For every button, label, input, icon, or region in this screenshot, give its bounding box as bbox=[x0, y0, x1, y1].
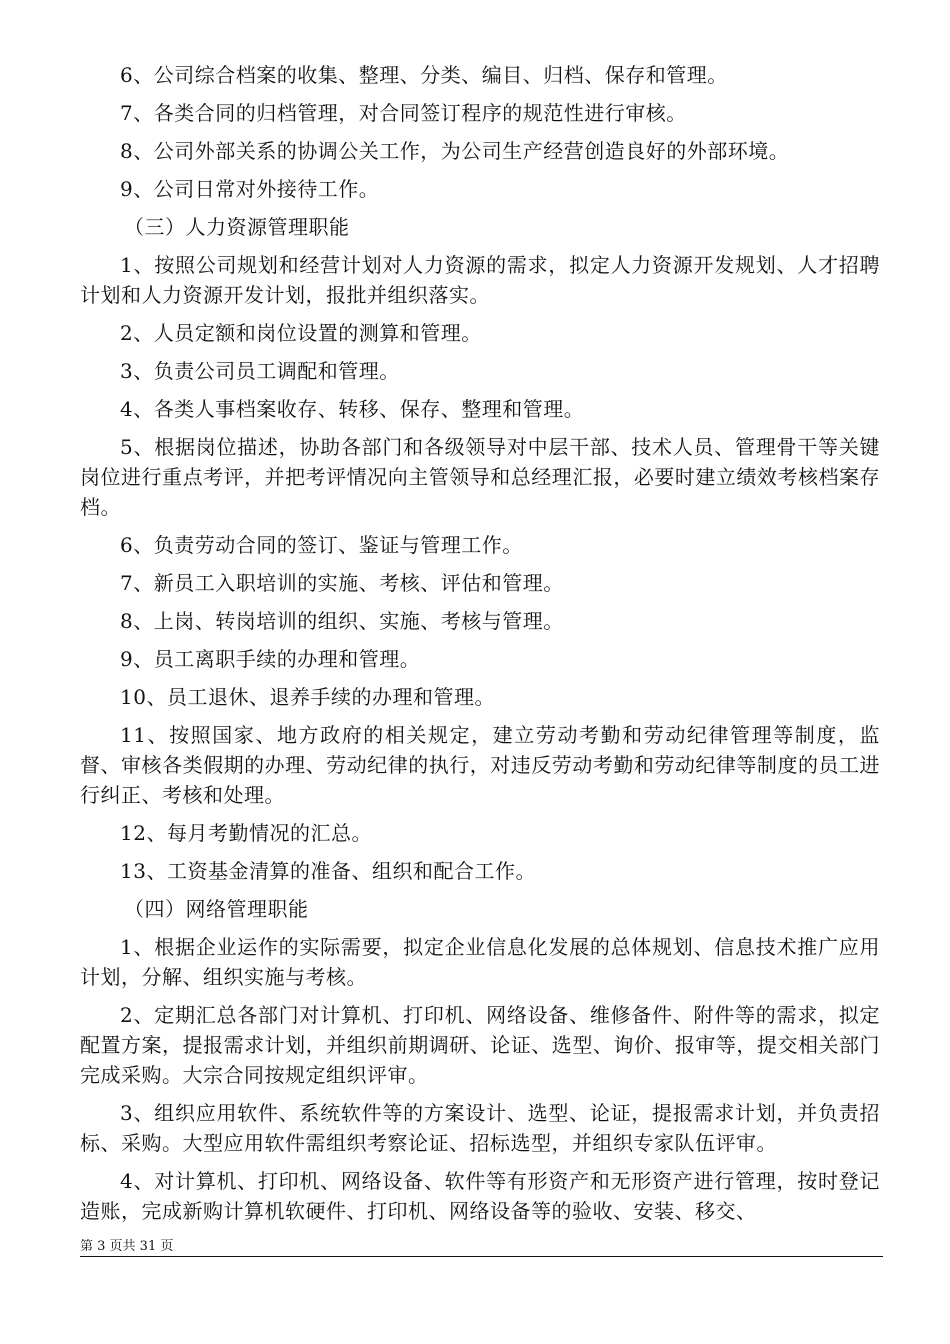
paragraph-admin-9: 9、公司日常对外接待工作。 bbox=[120, 177, 380, 201]
paragraph-network-4: 4、对计算机、打印机、网络设备、软件等有形资产和无形资产进行管理，按时登记造账，完成新购计算机软硬件、打印机、网络设备等的验收、安装、移交、 bbox=[80, 1169, 880, 1223]
page-footer bbox=[80, 1236, 883, 1257]
document-body bbox=[80, 60, 880, 1234]
paragraph-hr-7: 7、新员工入职培训的实施、考核、评估和管理。 bbox=[120, 571, 564, 595]
paragraph-hr-3: 3、负责公司员工调配和管理。 bbox=[120, 359, 400, 383]
paragraph-hr-11: 11、按照国家、地方政府的相关规定，建立劳动考勤和劳动纪律管理等制度，监督、审核各类假期的办理、劳动纪律的执行，对违反劳动考勤和劳动纪律等制度的员工进行纠正、考核和处理。 bbox=[80, 723, 880, 807]
paragraph-hr-4: 4、各类人事档案收存、转移、保存、整理和管理。 bbox=[120, 397, 585, 421]
paragraph-hr-10: 10、员工退休、退养手续的办理和管理。 bbox=[120, 685, 495, 709]
paragraph-hr-12: 12、每月考勤情况的汇总。 bbox=[120, 821, 372, 845]
paragraph-hr-1: 1、按照公司规划和经营计划对人力资源的需求，拟定人力资源开发规划、人才招聘计划和人力资源开发计划，报批并组织落实。 bbox=[80, 253, 880, 307]
paragraph-admin-7: 7、各类合同的归档管理，对合同签订程序的规范性进行审核。 bbox=[120, 101, 687, 125]
paragraph-admin-8: 8、公司外部关系的协调公关工作，为公司生产经营创造良好的外部环境。 bbox=[120, 139, 790, 163]
page-number-label: 第 3 页共 31 页 bbox=[80, 1239, 174, 1254]
paragraph-hr-5: 5、根据岗位描述，协助各部门和各级领导对中层干部、技术人员、管理骨干等关键岗位进行重点考评，并把考评情况向主管领导和总经理汇报，必要时建立绩效考核档案存档。 bbox=[80, 435, 880, 519]
paragraph-hr-8: 8、上岗、转岗培训的组织、实施、考核与管理。 bbox=[120, 609, 564, 633]
paragraph-hr-13: 13、工资基金清算的准备、组织和配合工作。 bbox=[120, 859, 536, 883]
paragraph-admin-6: 6、公司综合档案的收集、整理、分类、编目、归档、保存和管理。 bbox=[120, 63, 728, 87]
paragraph-network-1: 1、根据企业运作的实际需要，拟定企业信息化发展的总体规划、信息技术推广应用计划，分解、组织实施与考核。 bbox=[80, 935, 880, 989]
paragraph-hr-9: 9、员工离职手续的办理和管理。 bbox=[120, 647, 421, 671]
paragraph-hr-6: 6、负责劳动合同的签订、鉴证与管理工作。 bbox=[120, 533, 523, 557]
paragraph-hr-2: 2、人员定额和岗位设置的测算和管理。 bbox=[120, 321, 482, 345]
paragraph-network-2: 2、定期汇总各部门对计算机、打印机、网络设备、维修备件、附件等的需求，拟定配置方案，提报需求计划，并组织前期调研、论证、选型、询价、报审等，提交相关部门完成采购。大宗合同按规定组织评审。 bbox=[80, 1003, 880, 1087]
paragraph-network-3: 3、组织应用软件、系统软件等的方案设计、选型、论证，提报需求计划，并负责招标、采购。大型应用软件需组织考察论证、招标选型，并组织专家队伍评审。 bbox=[80, 1101, 880, 1155]
section-heading-hr: （三）人力资源管理职能 bbox=[124, 215, 350, 239]
section-heading-network: （四）网络管理职能 bbox=[124, 897, 309, 921]
